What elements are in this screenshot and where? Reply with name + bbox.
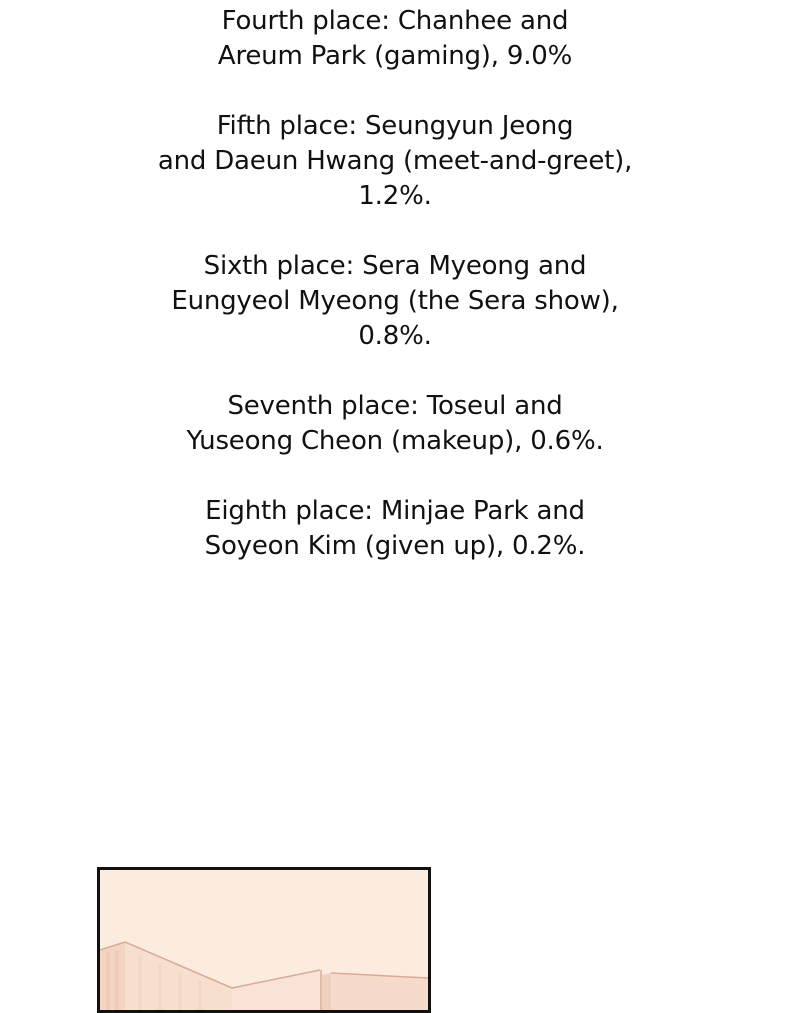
caption-line: Yuseong Cheon (makeup), 0.6%.	[186, 426, 604, 456]
caption-line: Fifth place: Seungyun Jeong	[216, 111, 574, 141]
caption-line: Fourth place: Chanhee and	[221, 6, 569, 36]
caption-line: Seventh place: Toseul and	[227, 391, 563, 421]
caption-line: Sixth place: Sera Myeong and	[203, 251, 587, 281]
corner-edge	[320, 970, 322, 1010]
comic-panel	[97, 867, 431, 1013]
ranking-caption-column	[0, 4, 790, 599]
caption-line: 0.8%.	[358, 321, 432, 351]
seventh-place-caption	[0, 389, 790, 459]
caption-line: Areum Park (gaming), 9.0%	[217, 41, 573, 71]
caption-line: Eungyeol Myeong (the Sera show),	[171, 286, 619, 316]
back-wall-section	[331, 973, 428, 1010]
fifth-place-caption	[0, 109, 790, 214]
caption-line: and Daeun Hwang (meet-and-greet),	[157, 146, 633, 176]
door-frame	[322, 973, 331, 1010]
fourth-place-caption	[0, 4, 790, 74]
caption-line: Soyeon Kim (given up), 0.2%.	[204, 531, 586, 561]
room-interior-art	[100, 870, 428, 1010]
eighth-place-caption	[0, 494, 790, 564]
caption-line: Eighth place: Minjae Park and	[205, 496, 585, 526]
sixth-place-caption	[0, 249, 790, 354]
caption-line: 1.2%.	[358, 181, 432, 211]
